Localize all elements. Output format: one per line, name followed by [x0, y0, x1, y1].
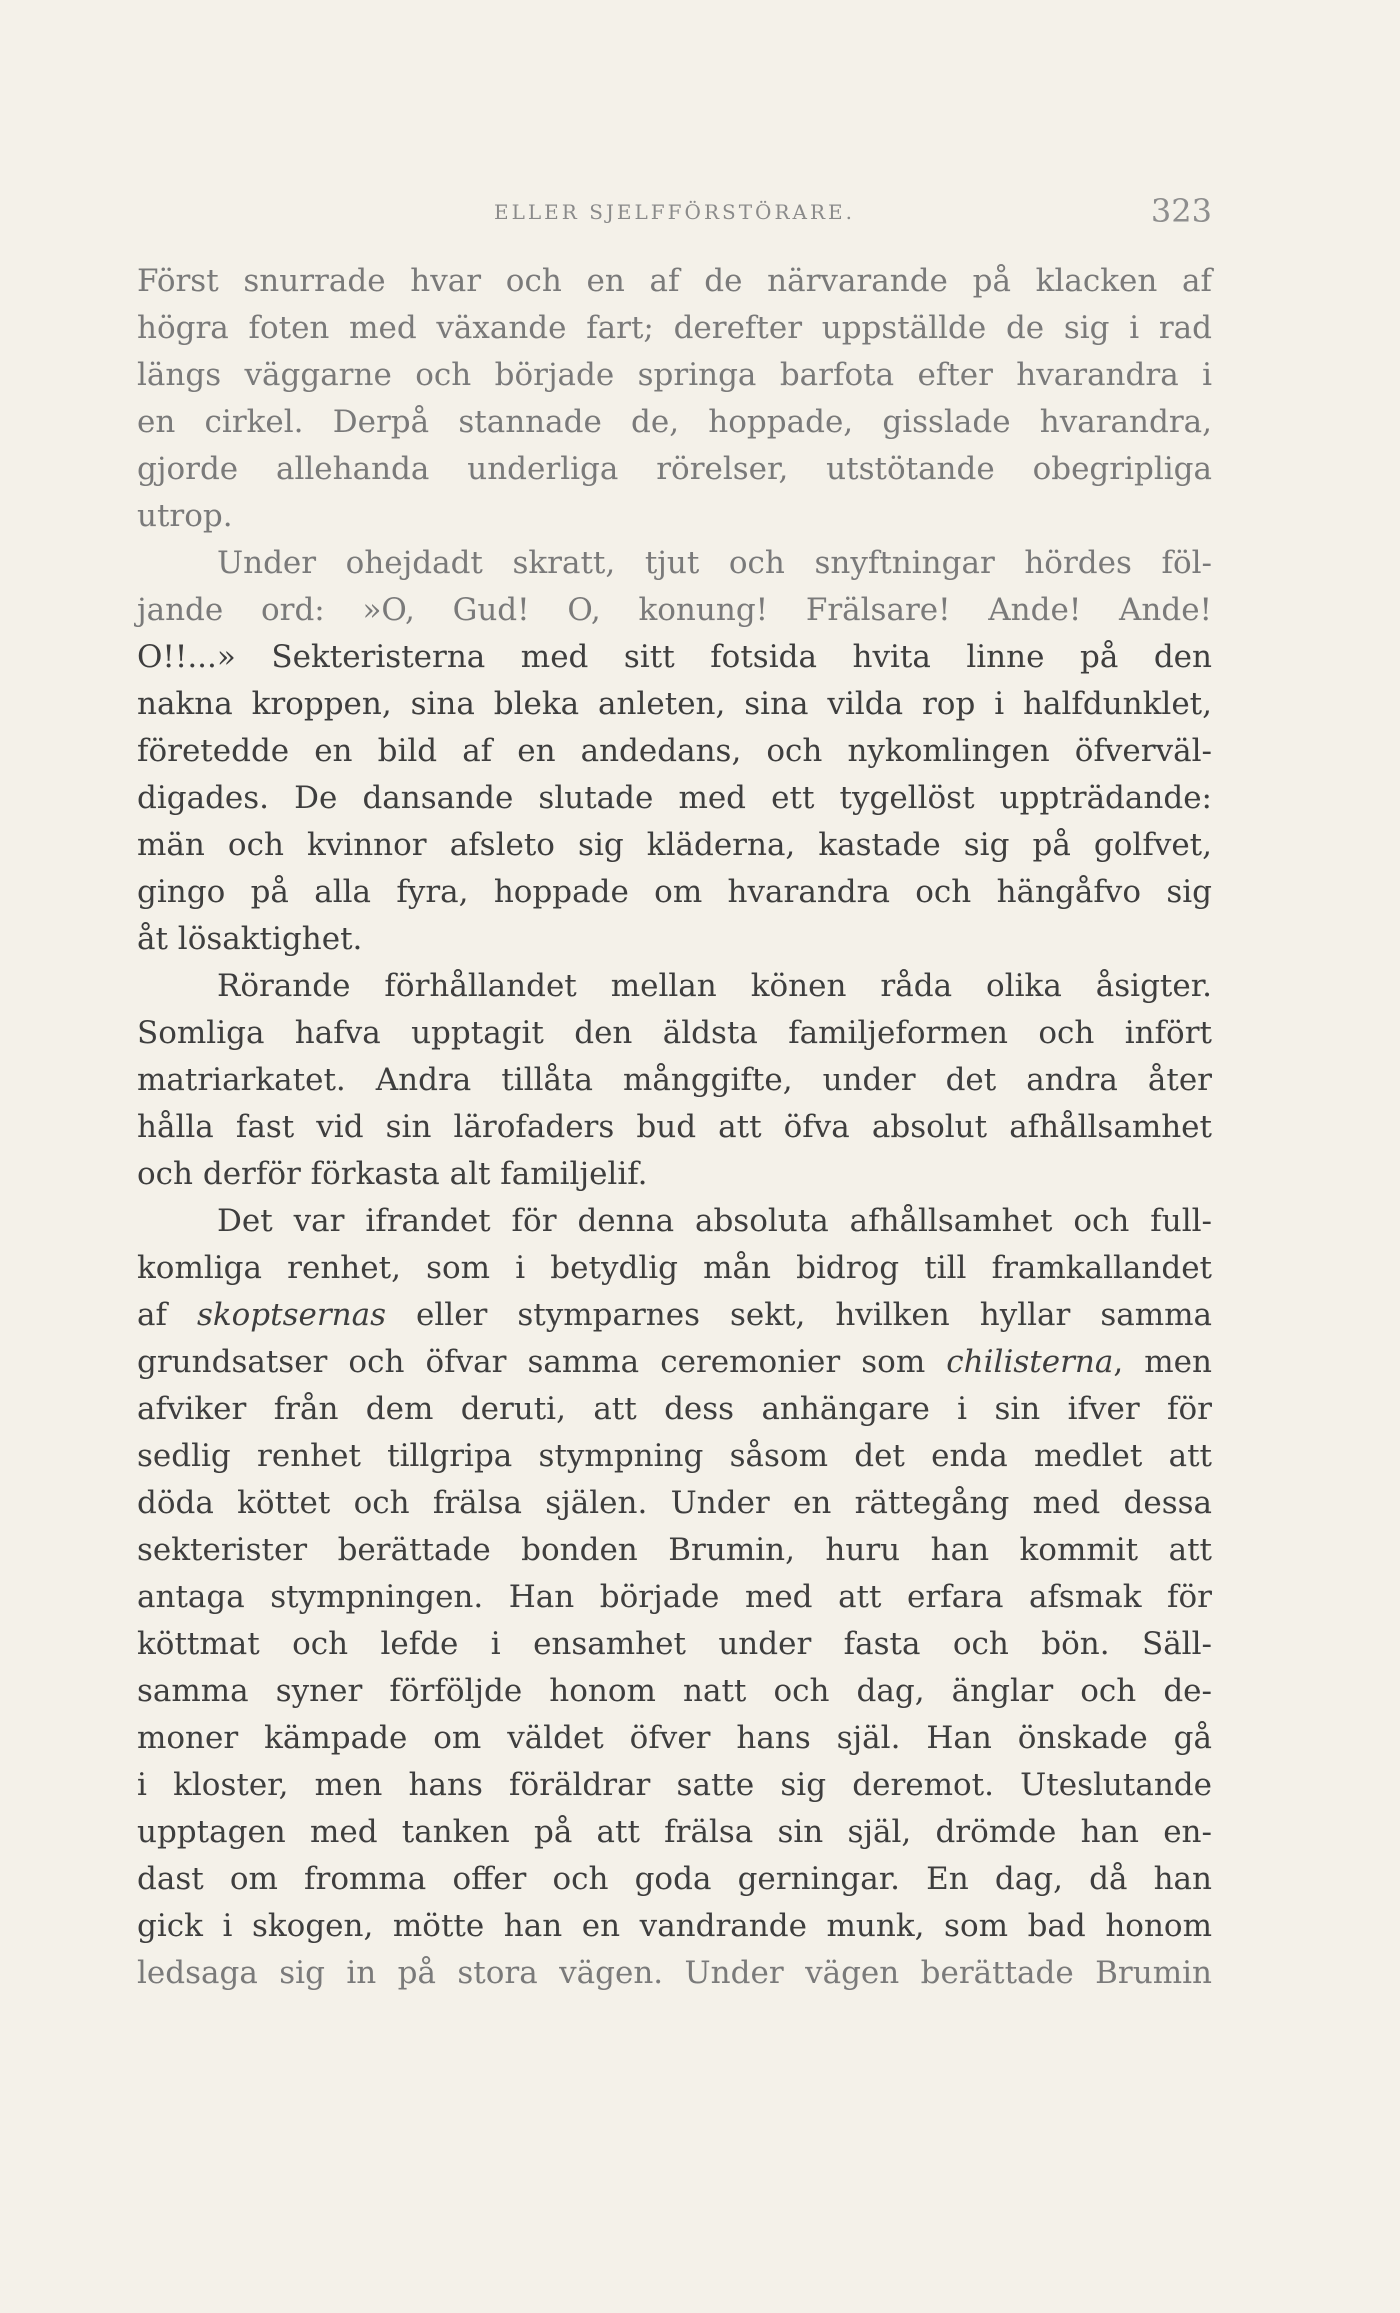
- text-line: Somliga hafva upptagit den äldsta familjeformen och infört: [137, 1015, 1212, 1051]
- text-line: matriarkatet. Andra tillåta månggifte, under det andra åter: [137, 1062, 1212, 1098]
- text-line: män och kvinnor afsleto sig kläderna, kastade sig på golfvet,: [137, 827, 1212, 863]
- text-line: Det var ifrandet för denna absoluta afhållsamhet och full-: [217, 1203, 1212, 1239]
- text-line: Först snurrade hvar och en af de närvarande på klacken af: [137, 263, 1212, 299]
- text-line: företedde en bild af en andedans, och nykomlingen öfverväl-: [137, 733, 1212, 769]
- text-line: hålla fast vid sin lärofaders bud att öfva absolut afhållsamhet: [137, 1109, 1212, 1145]
- text-line: afviker från dem deruti, att dess anhängare i sin ifver för: [137, 1391, 1212, 1427]
- text-line: dast om fromma offer och goda gerningar. En dag, då han: [137, 1861, 1212, 1897]
- text-line: utrop.: [137, 498, 233, 534]
- text-line: samma syner förföljde honom natt och dag, änglar och de-: [137, 1673, 1212, 1709]
- text-line: en cirkel. Derpå stannade de, hoppade, gisslade hvarandra,: [137, 404, 1212, 440]
- text-line: och derför förkasta alt familjelif.: [137, 1156, 648, 1192]
- text-line: längs väggarne och började springa barfota efter hvarandra i: [137, 357, 1212, 393]
- text-line: sedlig renhet tillgripa stympning såsom det enda medlet att: [137, 1438, 1212, 1474]
- page-header: [137, 192, 1212, 232]
- text-line: åt lösaktighet.: [137, 921, 363, 957]
- text-line: sekterister berättade bonden Brumin, huru han kommit att: [137, 1532, 1212, 1568]
- text-line: antaga stympningen. Han började med att erfara afsmak för: [137, 1579, 1212, 1615]
- text-line: nakna kroppen, sina bleka anleten, sina vilda rop i halfdunklet,: [137, 686, 1212, 722]
- text-line: digades. De dansande slutade med ett tygellöst uppträdande:: [137, 780, 1212, 816]
- text-line: högra foten med växande fart; derefter uppställde de sig i rad: [137, 310, 1212, 346]
- text-line: af skoptsernas eller stymparnes sekt, hvilken hyllar samma: [137, 1297, 1212, 1333]
- body-text: [137, 258, 1212, 1997]
- text-line: gingo på alla fyra, hoppade om hvarandra och hängåfvo sig: [137, 874, 1212, 910]
- text-line: gick i skogen, mötte han en vandrande munk, som bad honom: [137, 1908, 1212, 1944]
- text-line: jande ord: »O, Gud! O, konung! Frälsare! Ande! Ande!: [137, 592, 1212, 628]
- text-line: döda köttet och frälsa själen. Under en rättegång med dessa: [137, 1485, 1212, 1521]
- page-number: 323: [1150, 192, 1212, 230]
- text-line: köttmat och lefde i ensamhet under fasta och bön. Säll-: [137, 1626, 1212, 1662]
- text-line: grundsatser och öfvar samma ceremonier som chilisterna, men: [137, 1344, 1212, 1380]
- text-line: moner kämpade om väldet öfver hans själ. Han önskade gå: [137, 1720, 1212, 1756]
- text-line: upptagen med tanken på att frälsa sin själ, drömde han en-: [137, 1814, 1212, 1850]
- text-line: Rörande förhållandet mellan könen råda olika åsigter.: [217, 968, 1212, 1004]
- text-line: ledsaga sig in på stora vägen. Under vägen berättade Brumin: [137, 1955, 1212, 1991]
- text-line: gjorde allehanda underliga rörelser, utstötande obegripliga: [137, 451, 1212, 487]
- text-line: Under ohejdadt skratt, tjut och snyftningar hördes föl-: [217, 545, 1212, 581]
- text-line: i kloster, men hans föräldrar satte sig deremot. Uteslutande: [137, 1767, 1212, 1803]
- text-line: O!!...» Sekteristerna med sitt fotsida hvita linne på den: [137, 639, 1212, 675]
- text-line: komliga renhet, som i betydlig mån bidrog till framkallandet: [137, 1250, 1212, 1286]
- running-title: ELLER SJELFFÖRSTÖRARE.: [494, 200, 855, 224]
